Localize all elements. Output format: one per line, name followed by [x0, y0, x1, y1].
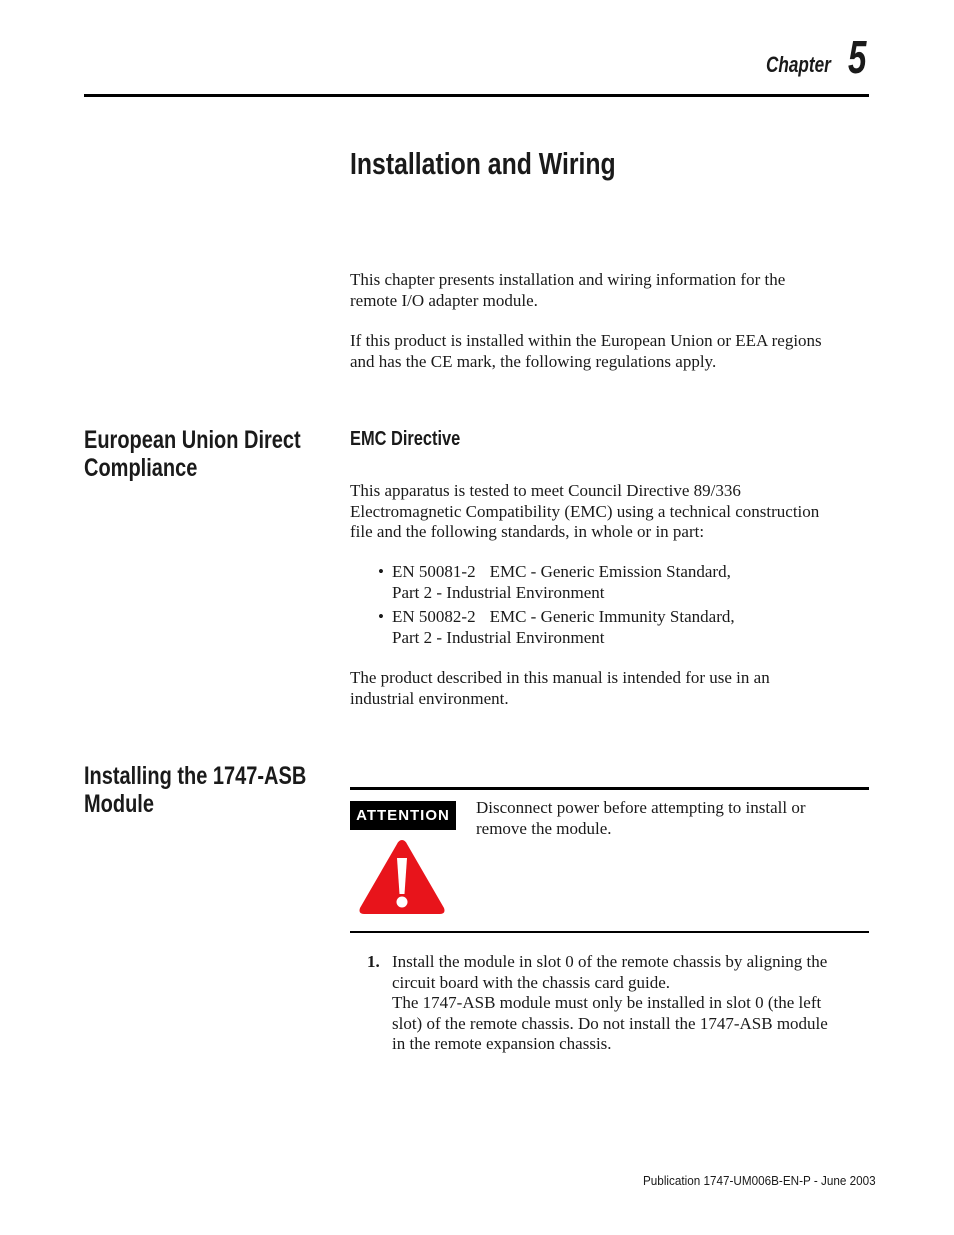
standard-bullet-2: • EN 50082-2 EMC - Generic Immunity Standard, Part 2 - Industrial Environment	[378, 607, 735, 647]
step-number: 1.	[367, 952, 380, 971]
chapter-number: 5	[848, 31, 867, 83]
step-text: Install the module in slot 0 of the remote chassis by aligning the circuit board with the chassis card guide. The 1747-ASB module must only be installed in slot 0 (the left slot) of the remote chassis. Do not install the 1747-ASB module in the remote expansion chassis.	[392, 952, 828, 1053]
page-title: Installation and Wiring	[350, 146, 616, 181]
warning-triangle-icon	[356, 836, 448, 918]
chapter-label: Chapter	[766, 52, 831, 77]
attention-label: ATTENTION	[350, 801, 456, 830]
emc-paragraph-1: This apparatus is tested to meet Council Directive 89/336 Electromagnetic Compatibility (EMC) using a technical construction file and the following standards, in whole or in part:	[350, 481, 820, 541]
bullet-dot-icon: •	[378, 607, 384, 626]
eu-section-heading: European Union Direct Compliance	[84, 426, 301, 482]
attention-bottom-rule	[350, 931, 869, 933]
intro-paragraph-2: If this product is installed within the European Union or EEA regions and has the CE mark, the following regulations apply.	[350, 331, 822, 371]
standard-bullet-1: • EN 50081-2 EMC - Generic Emission Standard, Part 2 - Industrial Environment	[378, 562, 731, 602]
attention-message: Disconnect power before attempting to install or remove the module.	[476, 798, 806, 838]
publication-footer: Publication 1747-UM006B-EN-P - June 2003	[643, 1173, 876, 1188]
emc-paragraph-2: The product described in this manual is intended for use in an industrial environment.	[350, 668, 770, 708]
header-rule	[84, 94, 869, 97]
install-section-heading: Installing the 1747-ASB Module	[84, 762, 307, 818]
attention-top-rule	[350, 787, 869, 790]
bullet-dot-icon: •	[378, 562, 384, 581]
emc-directive-subheading: EMC Directive	[350, 428, 461, 450]
intro-paragraph-1: This chapter presents installation and wiring information for the remote I/O adapter module.	[350, 270, 786, 310]
